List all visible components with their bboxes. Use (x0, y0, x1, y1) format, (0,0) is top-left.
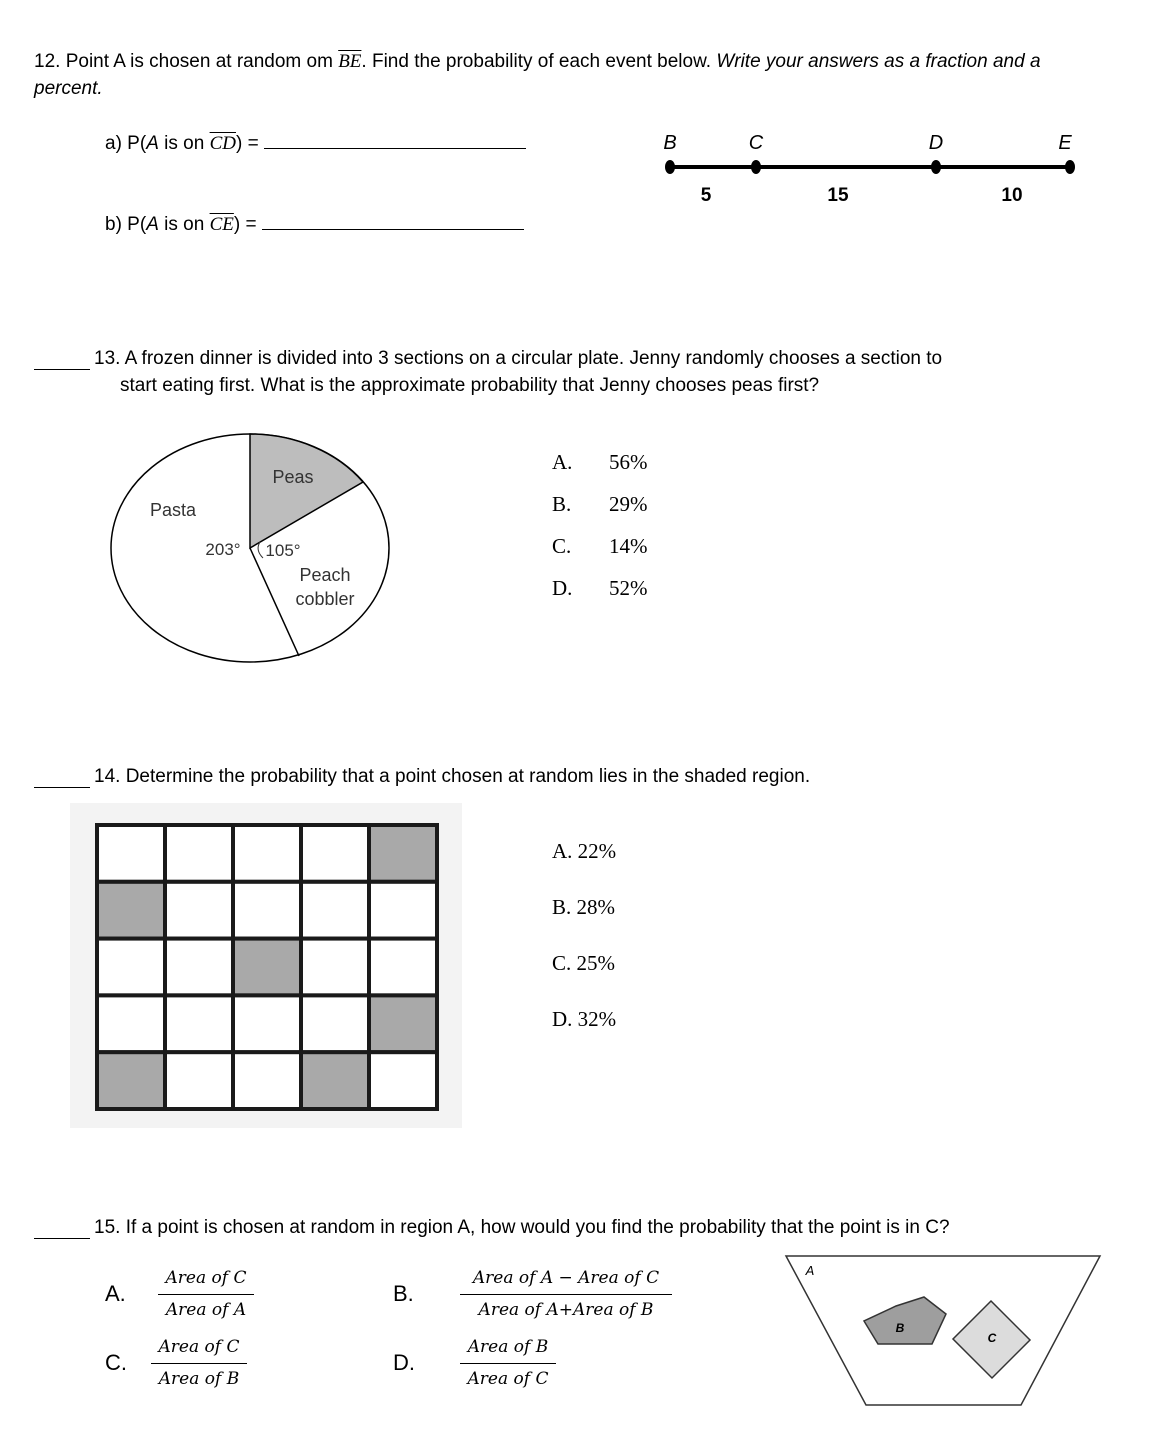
point-b-dot (665, 160, 675, 174)
q12-instruction-cont: percent. (34, 78, 103, 99)
shaded-grid (94, 822, 440, 1112)
choice-value: 14% (609, 534, 648, 558)
q12-number: 12. (34, 51, 61, 72)
fraction-numerator: Area of C (151, 1337, 247, 1364)
choice-letter: C. (552, 534, 572, 558)
point-a: A (146, 214, 159, 235)
q14-choice-c[interactable]: C. 25% (552, 951, 615, 975)
region-a-shape (786, 1256, 1100, 1405)
q15-choice-d-fraction[interactable] (460, 1337, 556, 1389)
grid-cell (165, 995, 233, 1052)
number-line-figure (640, 125, 1100, 215)
region-a-label: A (805, 1263, 815, 1278)
q15-prompt (94, 1217, 950, 1239)
grid-cell (301, 825, 369, 882)
grid-cell (301, 995, 369, 1052)
q14-number: 14. (94, 766, 121, 787)
point-c-dot (751, 160, 761, 174)
answer-blank-15[interactable] (34, 1220, 90, 1239)
fraction-numerator: Area of A − Area of C (460, 1268, 672, 1295)
q15-choice-c-letter[interactable]: C. (105, 1350, 127, 1375)
q14-choice-d[interactable]: D. 32% (552, 1007, 617, 1031)
answer-blank-13[interactable] (34, 351, 90, 370)
point-a: A (146, 133, 159, 154)
grid-cell (233, 825, 301, 882)
length-cd: 15 (827, 185, 849, 206)
fraction-denominator: Area of A+Area of B (478, 1300, 654, 1320)
is-on-text: is on (158, 133, 210, 154)
grid-cell (97, 995, 165, 1052)
peas-label: Peas (272, 467, 314, 487)
q13-text-2: start eating first. What is the approximate probability that Jenny chooses peas first? (120, 375, 820, 396)
q13-choice-b[interactable] (552, 492, 648, 517)
grid-cell-shaded (369, 995, 437, 1052)
point-e-label: E (1058, 132, 1072, 154)
grid-cell (233, 882, 301, 939)
segment-ce: $\overline{CE}$ (209, 214, 234, 235)
angle-105-label: 105° (265, 541, 301, 560)
q13-choice-a[interactable] (552, 450, 648, 475)
q15-choice-c-fraction[interactable] (151, 1337, 247, 1389)
q14-text: Determine the probability that a point chosen at random lies in the shaded region. (125, 766, 811, 787)
grid-cell (97, 825, 165, 882)
grid-cell (97, 939, 165, 996)
fraction-denominator: Area of C (467, 1369, 549, 1389)
q12-text-b: . Find the probability of each event below. (361, 51, 717, 72)
q15-text: If a point is chosen at random in region A, how would you find the probability that the point is in C? (125, 1217, 950, 1238)
part-b-label: b) P( (105, 214, 147, 235)
choice-value: 52% (609, 576, 648, 600)
grid-cell-shaded (233, 939, 301, 996)
q12-text-a: Point A is chosen at random om (65, 51, 339, 72)
grid-cell (301, 939, 369, 996)
q12-part-b (105, 214, 524, 236)
point-e-dot (1065, 160, 1075, 174)
q15-choice-d-letter[interactable]: D. (393, 1350, 415, 1375)
regions-figure (780, 1250, 1110, 1415)
point-c-label: C (748, 132, 764, 154)
point-b-label: B (663, 132, 677, 154)
q13-prompt (94, 348, 942, 370)
answer-blank-14[interactable] (34, 769, 90, 788)
grid-cell (165, 825, 233, 882)
q12-prompt (34, 51, 1041, 73)
point-d-label: D (928, 132, 944, 154)
choice-letter: D. (552, 576, 573, 600)
choice-letter: A. (552, 450, 573, 474)
grid-cell-shaded (97, 1052, 165, 1109)
grid-cell (369, 882, 437, 939)
grid-cell-shaded (369, 825, 437, 882)
choice-letter: B. (552, 492, 572, 516)
fraction-numerator: Area of C (158, 1268, 254, 1295)
fraction-denominator: Area of A (165, 1300, 247, 1320)
q13-choice-c[interactable] (552, 534, 648, 559)
peach-label: Peach (299, 565, 351, 585)
q13-number: 13. (94, 348, 121, 369)
length-de: 10 (1001, 185, 1023, 206)
grid-cell (369, 939, 437, 996)
point-d-dot (931, 160, 941, 174)
q14-choice-a[interactable]: A. 22% (552, 839, 617, 863)
q12-instruction: Write your answers as a fraction and a (716, 51, 1041, 72)
cobbler-label: cobbler (295, 589, 355, 609)
fraction-denominator: Area of B (158, 1369, 240, 1389)
equals-text: ) = (233, 214, 257, 235)
length-bc: 5 (700, 185, 712, 206)
grid-cell (165, 882, 233, 939)
grid-cell (233, 995, 301, 1052)
q13-choice-d[interactable] (552, 576, 648, 601)
fraction-numerator: Area of B (460, 1337, 556, 1364)
grid-cell (369, 1052, 437, 1109)
pasta-label: Pasta (149, 500, 197, 520)
q13-text-1: A frozen dinner is divided into 3 sections on a circular plate. Jenny randomly chooses a section to (124, 348, 943, 369)
equals-text: ) = (235, 133, 259, 154)
q15-choice-b-letter[interactable]: B. (393, 1281, 414, 1306)
part-a-label: a) P( (105, 133, 147, 154)
grid-cell (233, 1052, 301, 1109)
q15-choice-a-letter[interactable]: A. (105, 1281, 126, 1306)
grid-cell-shaded (301, 1052, 369, 1109)
grid-cell (165, 1052, 233, 1109)
segment-cd: $\overline{CD}$ (209, 133, 236, 154)
region-c-label: C (987, 1331, 997, 1345)
choice-value: 56% (609, 450, 648, 474)
q15-number: 15. (94, 1217, 121, 1238)
q14-choice-b[interactable]: B. 28% (552, 895, 615, 919)
q14-prompt (94, 766, 810, 788)
grid-cell-shaded (97, 882, 165, 939)
angle-203-label: 203° (205, 540, 241, 559)
answer-blank-a[interactable] (264, 148, 526, 149)
region-b-label: B (895, 1321, 905, 1335)
segment-be: $\overline{BE}$ (338, 51, 362, 72)
q12-part-a (105, 133, 526, 155)
plate-figure (100, 420, 410, 680)
q15-choice-b-fraction[interactable] (460, 1268, 672, 1320)
grid-cell (301, 882, 369, 939)
choice-value: 29% (609, 492, 648, 516)
grid-cell (165, 939, 233, 996)
is-on-text: is on (158, 214, 210, 235)
answer-blank-b[interactable] (262, 229, 524, 230)
q15-choice-a-fraction[interactable] (158, 1268, 254, 1320)
